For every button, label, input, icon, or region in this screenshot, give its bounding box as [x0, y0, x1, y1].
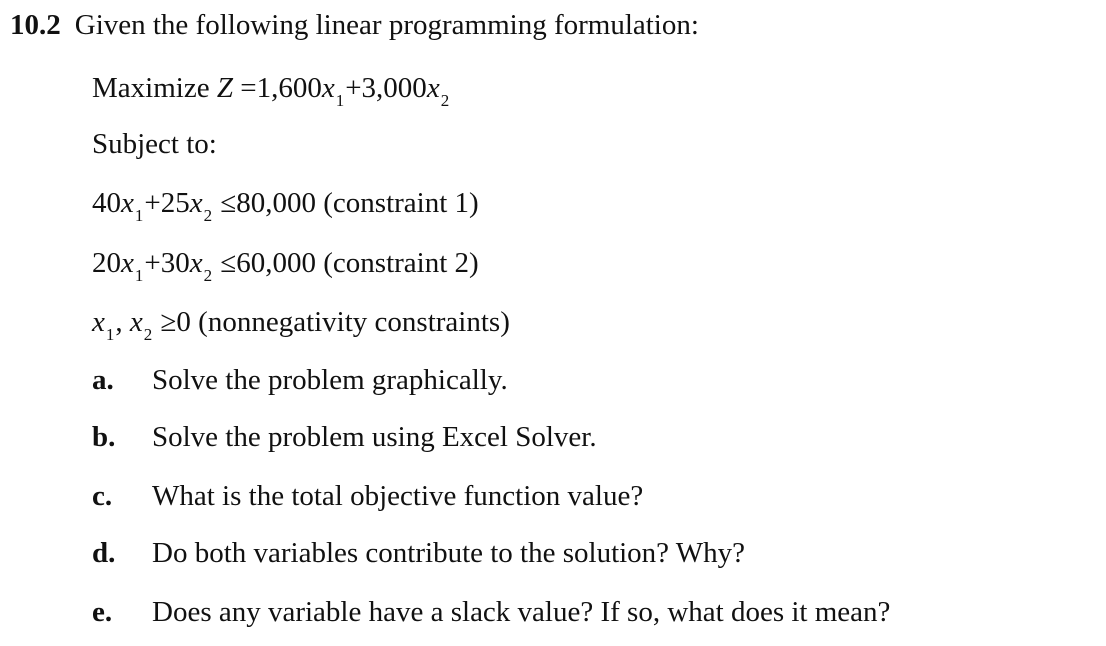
- constraint-1-x1: x: [121, 187, 134, 219]
- nonneg-x1-sub: 1: [105, 325, 115, 344]
- constraint-2: [92, 246, 479, 284]
- part-b: [92, 420, 597, 454]
- problem-number: 10.2: [10, 9, 61, 41]
- objective-verb: Maximize: [92, 72, 210, 104]
- constraint-2-rhs: ≤60,000 (constraint 2): [213, 247, 479, 279]
- part-e: [92, 595, 890, 629]
- objective-variable: Z: [216, 72, 233, 104]
- objective-x1: x: [321, 72, 335, 104]
- constraint-1-coef-1: 40: [92, 187, 121, 219]
- constraint-2-coef-1: 20: [92, 247, 121, 279]
- constraint-1-x2: x: [189, 187, 203, 219]
- part-text: Solve the problem graphically.: [152, 364, 508, 396]
- objective-x1-sub: 1: [335, 91, 345, 110]
- objective-x2: x: [426, 72, 440, 104]
- objective-x2-sub: 2: [440, 91, 450, 110]
- part-text: What is the total objective function value?: [152, 480, 644, 512]
- part-letter: a.: [92, 364, 114, 396]
- part-letter: b.: [92, 421, 116, 453]
- part-a: [92, 363, 508, 397]
- constraint-2-coef-2: +30: [144, 247, 190, 279]
- problem-header: [10, 8, 699, 42]
- part-c: [92, 479, 643, 513]
- part-d: [92, 536, 745, 570]
- objective-function: [92, 71, 450, 109]
- constraint-2-x1-sub: 1: [134, 266, 144, 285]
- constraint-1-coef-2: +25: [144, 187, 190, 219]
- constraint-2-x2-sub: 2: [203, 266, 213, 285]
- constraint-1-x2-sub: 2: [203, 206, 213, 225]
- nonneg-x2-sub: 2: [143, 325, 153, 344]
- nonnegativity-constraint: [92, 305, 510, 343]
- objective-plus: +3,000: [345, 72, 427, 104]
- objective-eq: =1,600: [240, 72, 322, 104]
- part-text: Do both variables contribute to the solution? Why?: [152, 537, 746, 569]
- nonneg-x2: x: [129, 306, 143, 338]
- nonneg-x1: x: [92, 306, 105, 338]
- constraint-2-x2: x: [189, 247, 203, 279]
- constraint-1-rhs: ≤80,000 (constraint 1): [213, 187, 479, 219]
- constraint-1: [92, 186, 479, 224]
- subject-to: Subject to:: [92, 128, 217, 160]
- part-letter: c.: [92, 480, 113, 512]
- nonneg-separator: ,: [115, 306, 130, 338]
- constraint-2-x1: x: [121, 247, 134, 279]
- part-text: Does any variable have a slack value? If so, what does it mean?: [152, 596, 891, 628]
- constraint-1-x1-sub: 1: [134, 206, 144, 225]
- part-letter: d.: [92, 537, 116, 569]
- nonneg-rhs: ≥0 (nonnegativity constraints): [153, 306, 510, 338]
- part-text: Solve the problem using Excel Solver.: [152, 421, 597, 453]
- part-letter: e.: [92, 596, 113, 628]
- problem-intro: Given the following linear programming formulation:: [74, 9, 699, 41]
